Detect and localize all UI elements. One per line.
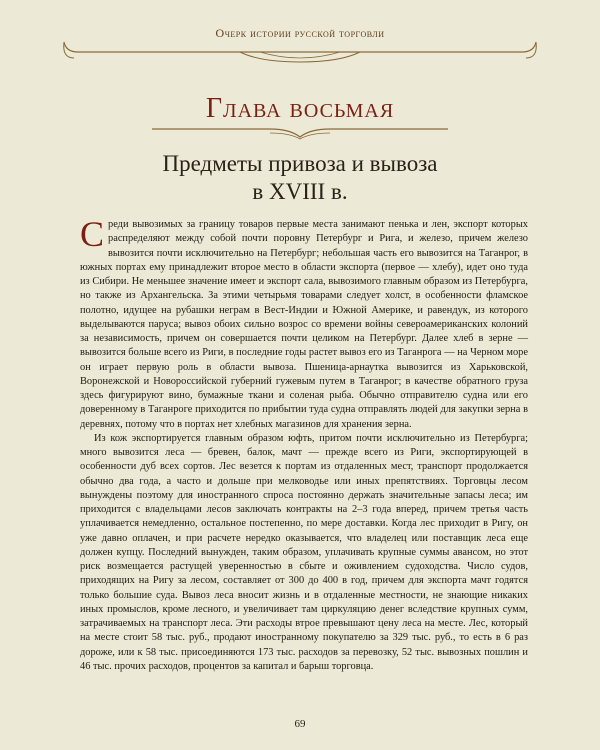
section-title-line2: в XVIII в. (252, 179, 348, 204)
section-title (0, 150, 600, 206)
chapter-title-underline (150, 125, 450, 141)
section-title-line1: Предметы привоза и вывоза (162, 151, 438, 176)
running-head: Очерк истории русской торговли (215, 26, 385, 40)
paragraph-2: Из кож экспортируется главным образом юфть, притом почти исключительно из Петербурга; много вывозится леса — бревен, балок, мачт — прежде всего из Риги, экспортирующей в особенности дуб всех сортов. Лес везется к портам из отдаленных мест, транспорт продолжается обычно два года, а часто и дольше при мелководье или иных препятствиях. Торговцы лесом вынуждены поэтому для иностранного спроса постоянно держать значительные запасы леса; им приходится с владельцами лесов заключать контракты на 2–3 года вперед, причем третья часть уплачивается немедленно, остальное постепенно, по мере доставки. Когда лес приходит в Ригу, он уже давно оплачен, и при расчете нередко оказывается, что владелец или поставщик леса еще должен купцу. Последний вынужден, таким образом, уплачивать крупные суммы авансом, но этот риск возмещается растущей уверенностью в сбыте и оживлением судоходства. Число судов, приходящих на Ригу за лесом, составляет от 300 до 400 в год, причем для экспорта мачт годятся только большие суда. Вывоз леса вносит жизнь и в отдаленные местности, не знающие никаких иных промыслов, кроме лесного, и увеличивает там циркуляцию денег вследствие крупных сумм, затрачиваемых на транспорт леса. Эти расходы втрое превышают цену леса на месте. Лес, который на месте стоит 58 тыс. руб., продают иностранному покупателю за 329 тыс. руб., то есть в 6 раз дороже, или к 58 тыс. присоединяются 173 тыс. расходов за перевозку, 52 тыс. вывозных пошлин и 46 тыс. прочих расходов, процентов за капитал и барыш торговца. (80, 432, 528, 672)
body-text (80, 214, 528, 674)
paragraph-1: Среди вывозимых за границу товаров первые места занимают пенька и лен, экспорт которых распределяют между собой почти поровну Петербург и Рига, и железо, причем железо вывозится почти исключительно на Петербург; небольшая часть его вывозится на Таганрог, в южных портах ему принадлежит второе место в области экспорта (первое — хлебу), идет оно туда из Сибири. Не меньшее значение имеет и экспорт сала, вывозимого главным образом из Петербурга, но также из Архангельска. За этими четырьмя товарами следует холст, в особенности фламское полотно, идущее на рубашки неграм в Вест-Индии и Южной Америке, и равендук, из которого выделываются паруса; вывоз обоих сильно возрос со времени войны североамериканских колоний за независимость, причем он совершается почти целиком на Петербург. Далее хлеб в зерне — вывозится больше всего из Риги, в последние годы растет вывоз его из Таганрога — на Черном море он играет первую роль в области вывоза. Пшеница-арнаутка вывозится из Харьковской, Воронежской и Новороссийской губерний гужевым путем в Таганрог; в качестве обратного груза здесь фигурируют вино, бумажные ткани и соленая рыба. Обычно отправителю судна или его доверенному в Таганроге приходится по прибытии туда судна отправлять людей для закупки зерна в деревнях, потому что в портах нет хлебных магазинов для хранения зерна. (80, 214, 528, 430)
header-ornament (60, 38, 540, 66)
chapter-title: Глава восьмая (205, 93, 395, 124)
page-number: 69 (294, 718, 306, 730)
